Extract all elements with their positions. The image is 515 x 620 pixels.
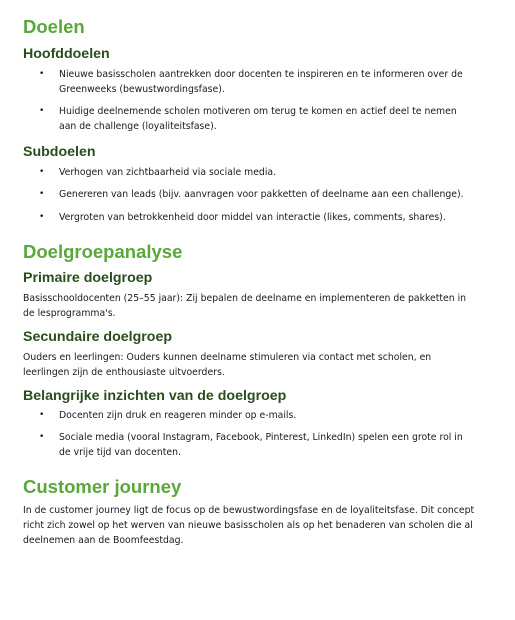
bullet-icon: • bbox=[39, 410, 45, 420]
subdoelen-list bbox=[23, 165, 475, 225]
secundaire-doelgroep-text: Ouders en leerlingen: Ouders kunnen deelname stimuleren via contact met scholen, en leerlingen zijn de enthousiaste uitvoerders. bbox=[23, 352, 432, 378]
bullet-icon: • bbox=[39, 189, 45, 199]
hoofddoelen-list bbox=[23, 67, 475, 134]
section-title-doelen: Doelen bbox=[23, 16, 85, 37]
primaire-doelgroep-text: Basisschooldocenten (25–55 jaar): Zij bepalen de deelname en implementeren de pakketten in de lesprogramma's. bbox=[23, 293, 467, 319]
subsection-title-secundaire-doelgroep: Secundaire doelgroep bbox=[23, 329, 173, 345]
customer-journey-text: In de customer journey ligt de focus op de bewustwordingsfase en de loyaliteitsfase. Dit concept richt zich zowel op het werven van nieuwe basisscholen als op het benaderen van scholen die al deelnemen aan de Boomfeestdag. bbox=[23, 505, 475, 546]
list-item: • Docenten zijn druk en reageren minder op e-mails. bbox=[39, 410, 297, 421]
list-item: • Verhogen van zichtbaarheid via sociale media. bbox=[39, 167, 277, 178]
list-item: • Sociale media (vooral Instagram, Facebook, Pinterest, LinkedIn) spelen een grote rol in de vrije tijd van docenten. bbox=[39, 432, 463, 458]
bullet-icon: • bbox=[39, 69, 45, 79]
bullet-icon: • bbox=[39, 432, 45, 442]
list-item: • Vergroten van betrokkenheid door middel van interactie (likes, comments, shares). bbox=[39, 212, 446, 223]
list-item: • Nieuwe basisscholen aantrekken door docenten te inspireren en te informeren over de Greenweeks (bewustwordingsfase). bbox=[39, 69, 463, 95]
inzichten-list bbox=[23, 408, 475, 460]
bullet-icon: • bbox=[39, 167, 45, 177]
subsection-title-subdoelen: Subdoelen bbox=[23, 144, 96, 160]
section-title-customer-journey: Customer journey bbox=[23, 476, 182, 497]
subsection-title-inzichten: Belangrijke inzichten van de doelgroep bbox=[23, 388, 287, 404]
subsection-title-hoofddoelen: Hoofddoelen bbox=[23, 46, 110, 62]
list-item: • Genereren van leads (bijv. aanvragen voor pakketten of deelname aan een challenge). bbox=[39, 189, 464, 200]
bullet-icon: • bbox=[39, 212, 45, 222]
bullet-icon: • bbox=[39, 106, 45, 116]
section-title-doelgroepanalyse: Doelgroepanalyse bbox=[23, 241, 183, 262]
list-item: • Huidige deelnemende scholen motiveren om terug te komen en actief deel te nemen aan de challenge (loyaliteitsfase). bbox=[39, 106, 457, 132]
subsection-title-primaire-doelgroep: Primaire doelgroep bbox=[23, 270, 153, 286]
